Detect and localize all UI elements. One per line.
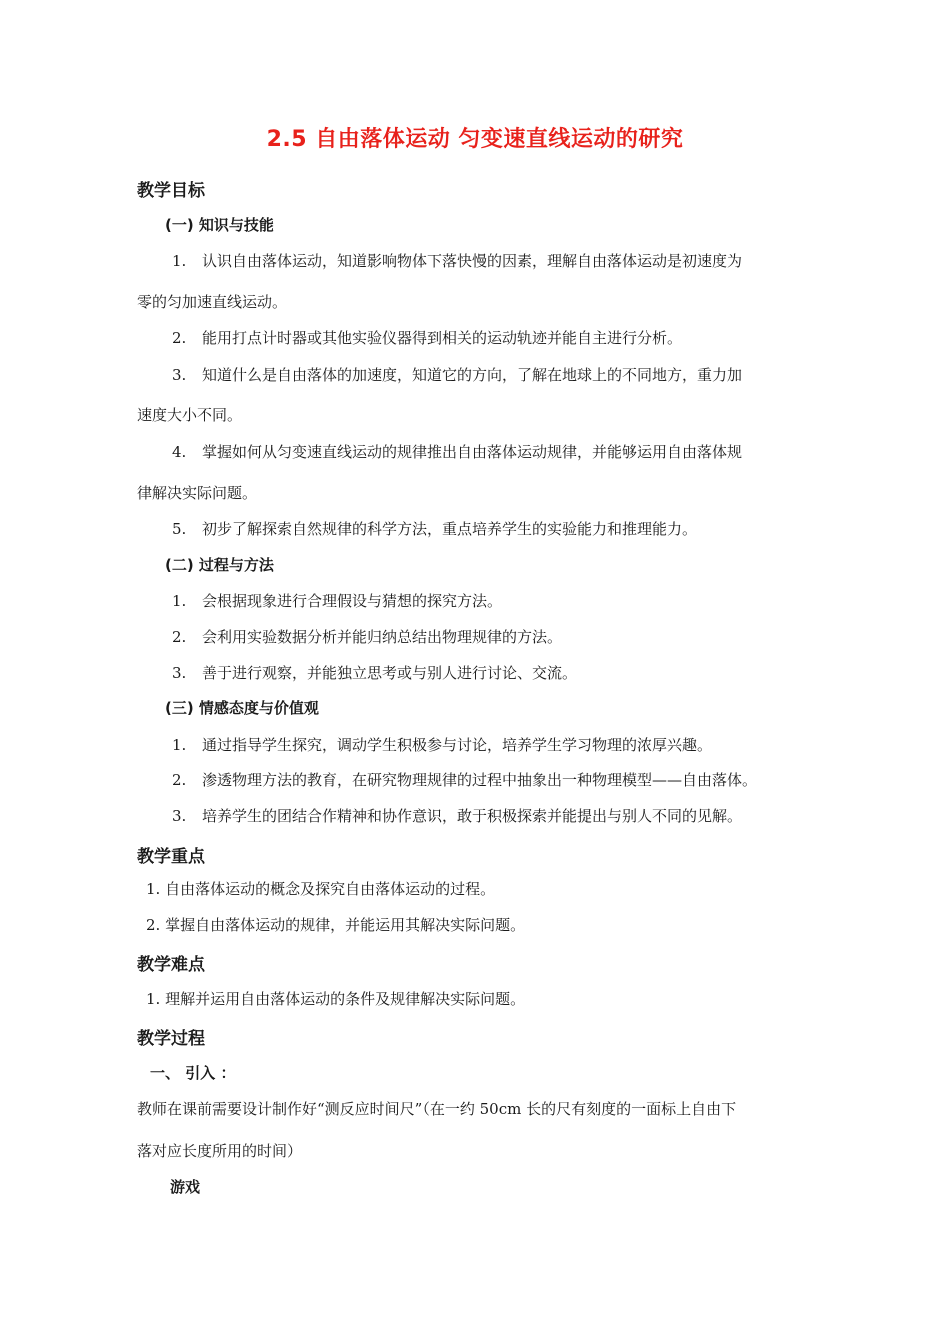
list-item: 2. 掌握自由落体运动的规律，并能运用其解决实际问题。 bbox=[146, 916, 526, 934]
paragraph: 教师在课前需要设计制作好“测反应时间尺”（在一约 50cm 长的尺有刻度的一面标上自由下 bbox=[137, 1100, 737, 1118]
subheading-attitudes-values: (三) 情感态度与价值观 bbox=[165, 699, 319, 717]
subheading-game: 游戏 bbox=[170, 1178, 201, 1196]
list-item-continuation: 零的匀加速直线运动。 bbox=[137, 293, 288, 311]
document-title: 2.5 自由落体运动 匀变速直线运动的研究 bbox=[266, 127, 684, 152]
list-item: 2. 渗透物理方法的教育，在研究物理规律的过程中抽象出一种物理模型——自由落体。 bbox=[172, 771, 758, 789]
list-item: 1. 认识自由落体运动，知道影响物体下落快慢的因素，理解自由落体运动是初速度为 bbox=[172, 252, 743, 270]
list-item: 3. 善于进行观察，并能独立思考或与别人进行讨论、交流。 bbox=[172, 664, 578, 682]
list-item: 1. 通过指导学生探究，调动学生积极参与讨论，培养学生学习物理的浓厚兴趣。 bbox=[172, 736, 713, 754]
list-item: 2. 会利用实验数据分析并能归纳总结出物理规律的方法。 bbox=[172, 628, 563, 646]
paragraph-continuation: 落对应长度所用的时间） bbox=[137, 1142, 303, 1160]
list-item: 1. 自由落体运动的概念及探究自由落体运动的过程。 bbox=[146, 880, 496, 898]
subheading-intro: 一、 引入 ： bbox=[150, 1064, 236, 1082]
list-item: 1. 会根据现象进行合理假设与猜想的探究方法。 bbox=[172, 592, 503, 610]
list-item: 4. 掌握如何从匀变速直线运动的规律推出自由落体运动规律，并能够运用自由落体规 bbox=[172, 443, 743, 461]
list-item: 3. 培养学生的团结合作精神和协作意识，敢于积极探索并能提出与别人不同的见解。 bbox=[172, 807, 743, 825]
section-heading-process: 教学过程 bbox=[137, 1029, 205, 1049]
section-heading-difficulties: 教学难点 bbox=[137, 955, 205, 975]
list-item: 1. 理解并运用自由落体运动的条件及规律解决实际问题。 bbox=[146, 990, 526, 1008]
list-item-continuation: 律解决实际问题。 bbox=[137, 484, 258, 502]
list-item: 3. 知道什么是自由落体的加速度，知道它的方向，了解在地球上的不同地方，重力加 bbox=[172, 366, 743, 384]
subheading-knowledge-skills: (一) 知识与技能 bbox=[165, 216, 274, 234]
section-heading-key-points: 教学重点 bbox=[137, 847, 205, 867]
list-item: 5. 初步了解探索自然规律的科学方法，重点培养学生的实验能力和推理能力。 bbox=[172, 520, 698, 538]
list-item: 2. 能用打点计时器或其他实验仪器得到相关的运动轨迹并能自主进行分析。 bbox=[172, 329, 683, 347]
list-item-continuation: 速度大小不同。 bbox=[137, 406, 243, 424]
section-heading-objectives: 教学目标 bbox=[137, 181, 205, 201]
subheading-process-methods: (二) 过程与方法 bbox=[165, 556, 274, 574]
